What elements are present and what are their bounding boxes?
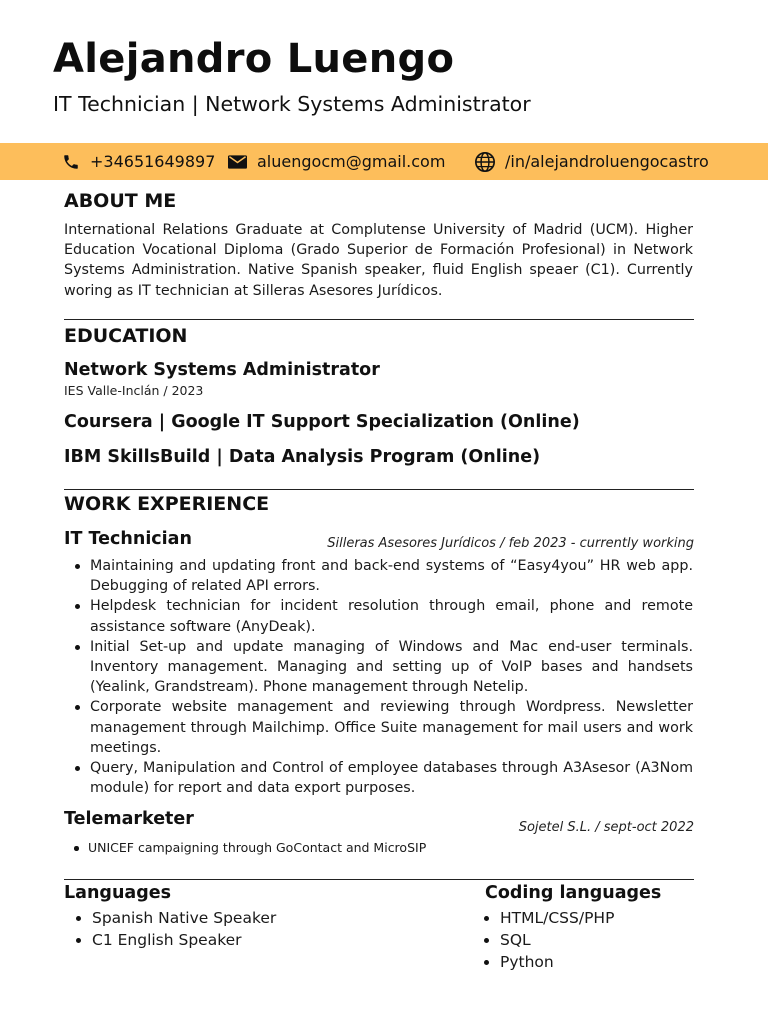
job-bullets [88,839,426,857]
job-meta: Silleras Asesores Jurídicos / feb 2023 - currently working [327,536,694,551]
work-heading: WORK EXPERIENCE [64,493,270,515]
education-title: Coursera | Google IT Support Specialization (Online) [64,412,580,432]
list-item: Helpdesk technician for incident resolution through email, phone and remote assistance software (AnyDeak). [90,596,693,636]
globe-icon [474,151,496,173]
job-title: IT Technician [64,529,192,549]
resume-name: Alejandro Luengo [53,36,455,82]
coding-heading: Coding languages [485,883,662,903]
list-item: Initial Set-up and update managing of Windows and Mac end-user terminals. Inventory management. Managing and setting up of VoIP bases and handsets (Yealink, Grandstream). Phone management through Netelip. [90,637,693,698]
languages-list [92,907,276,951]
list-item: Maintaining and updating front and back-end systems of “Easy4you” HR web app. Debugging of related API errors. [90,556,693,596]
resume-subtitle: IT Technician | Network Systems Administrator [53,92,531,116]
mail-icon [228,155,247,169]
phone-icon [62,153,80,171]
list-item: Spanish Native Speaker [92,909,277,927]
contact-linkedin[interactable] [474,143,709,180]
education-title: IBM SkillsBuild | Data Analysis Program (Online) [64,447,541,467]
divider [64,319,694,320]
divider [64,489,694,490]
linkedin-handle: /in/alejandroluengocastro [505,152,709,171]
contact-email[interactable] [228,143,445,180]
contact-bar [0,143,768,180]
divider [64,879,694,880]
list-item: HTML/CSS/PHP [500,909,615,927]
email-address: aluengocm@gmail.com [257,152,446,171]
job-meta: Sojetel S.L. / sept-oct 2022 [518,820,694,835]
list-item: SQL [500,929,614,951]
list-item: UNICEF campaigning through GoContact and MicroSIP [88,840,427,855]
education-heading: EDUCATION [64,325,188,347]
list-item: C1 English Speaker [92,929,276,951]
education-detail: IES Valle-Inclán / 2023 [64,383,204,398]
education-title: Network Systems Administrator [64,360,380,380]
coding-list [500,907,614,973]
job-title: Telemarketer [64,809,194,829]
job-bullets [90,556,693,798]
about-heading: ABOUT ME [64,190,177,212]
list-item: Corporate website management and reviewing through Wordpress. Newsletter management through Mailchimp. Office Suite management for mail users and work meetings. [90,697,693,758]
about-text: International Relations Graduate at Complutense University of Madrid (UCM). Higher Education Vocational Diploma (Grado Superior de Formación Profesional) in Network Systems Administration. Native Spanish speaker, fluid English speaer (C1). Currently woring as IT technician at Silleras Asesores Jurídicos. [64,222,693,299]
list-item: Query, Manipulation and Control of employee databases through A3Asesor (A3Nom module) for report and data export purposes. [90,758,693,798]
list-item: Python [500,951,614,973]
contact-phone[interactable] [62,143,215,180]
languages-heading: Languages [64,883,172,903]
phone-number: +34651649897 [90,152,216,171]
